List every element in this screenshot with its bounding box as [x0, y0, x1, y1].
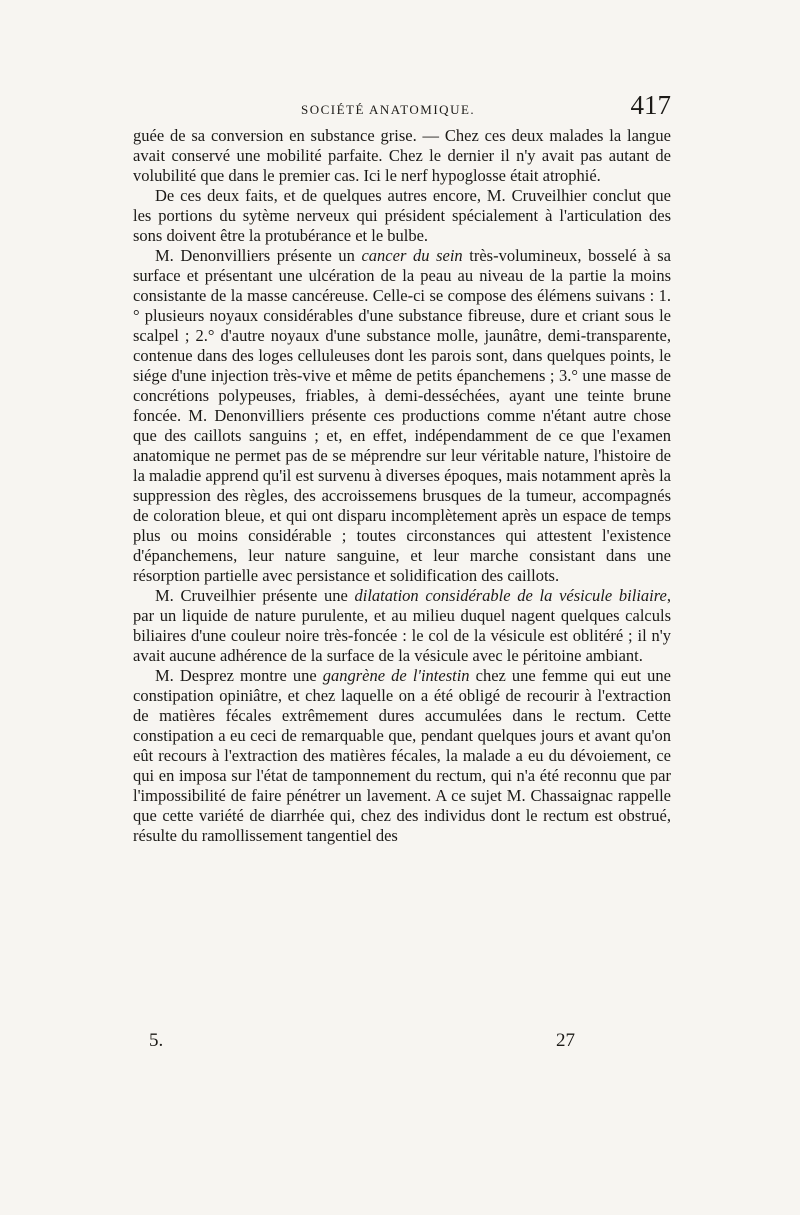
paragraph-1-text: guée de sa conversion en substance grise. — Chez ces deux malades la langue avait conservé une mobilité parfaite. Chez le dernier il n'y avait pas autant de volubilité que dans le premier cas. Ici le nerf hypoglosse était atrophié.: [133, 126, 671, 185]
paragraph-2-text: De ces deux faits, et de quelques autres encore, M. Cruveilhier conclut que les portions du sytème nerveux qui président spécialement à l'articulation des sons doivent être la protubérance et le bulbe.: [133, 186, 671, 245]
paragraph-3-pre: M. Denonvilliers présente un: [155, 246, 362, 265]
paragraph-4: [133, 586, 671, 666]
paragraph-5-post: chez une femme qui eut une constipation opiniâtre, et chez laquelle on a été obligé de recourir à l'extraction de matières fécales extrêmement dures accumulées dans le rectum. Cette constipation a eu ceci de remarquable que, pendant quelques jours et avant qu'on eût recours à l'extraction des matières fécales, la malade a eu du dévoiement, ce qui en imposa sur l'état de tamponnement du rectum, qui n'a été reconnu que par l'impossibilité de faire pénétrer un lavement. A ce sujet M. Chassaignac rappelle que cette variété de diarrhée qui, chez des individus dont le rectum est obstrué, résulte du ramollissement tangentiel des: [133, 666, 671, 845]
paragraph-5-italic: gangrène de l'intestin: [322, 666, 470, 685]
paragraph-1: [133, 126, 671, 186]
page-body: [133, 126, 671, 846]
paragraph-3: [133, 246, 671, 586]
paragraph-2: [133, 186, 671, 246]
page-footer: [133, 1030, 671, 1058]
paragraph-3-post: très-volumineux, bosselé à sa surface et présentant une ulcération de la peau au niveau de la partie la moins consistante de la masse cancéreuse. Celle-ci se compose des élémens suivans : 1.° plusieurs noyaux considérables d'une substance fibreuse, dure et criant sous le scalpel ; 2.° d'autre noyaux d'une substance molle, jaunâtre, demi-transparente, contenue dans des loges celluleuses dont les parois sont, dans quelques points, le siége d'une injection très-vive et même de petits épanchemens ; 3.° une masse de concrétions polypeuses, friables, à demi-desséchées, ayant une teinte brune foncée. M. Denonvilliers présente ces productions comme n'étant autre chose que des caillots sanguins ; et, en effet, indépendamment de ce que l'examen anatomique ne permet pas de se méprendre sur leur véritable nature, l'histoire de la maladie apprend qu'il est survenu à diverses époques, mais notamment après la suppression des règles, des accroissemens brusques de la tumeur, accompagnés de coloration bleue, et qui ont disparu incomplètement après un espace de temps plus ou moins considérable ; toutes circonstances qui attestent l'existence d'épanchemens, leur nature sanguine, et leur marche consistant dans une résorption partielle avec persistance et solidification des caillots.: [133, 246, 671, 585]
page-number: 417: [630, 90, 671, 120]
paragraph-5: [133, 666, 671, 846]
signature-mark: 5.: [149, 1030, 164, 1051]
paragraph-5-pre: M. Desprez montre une: [155, 666, 323, 685]
paragraph-3-italic: cancer du sein: [361, 246, 463, 265]
paragraph-4-post: , par un liquide de nature purulente, et au milieu duquel nagent quelques calculs biliaires d'une couleur noire très-foncée : le col de la vésicule est oblitéré ; il n'y avait aucune adhérence de la surface de la vésicule avec le péritoine ambiant.: [133, 586, 671, 665]
paragraph-4-italic: dilatation considérable de la vésicule biliaire: [354, 586, 667, 605]
running-head: SOCIÉTÉ ANATOMIQUE.: [301, 102, 476, 117]
page-header: [133, 88, 671, 124]
sheet-number: 27: [556, 1030, 575, 1051]
paragraph-4-pre: M. Cruveilhier présente une: [155, 586, 355, 605]
